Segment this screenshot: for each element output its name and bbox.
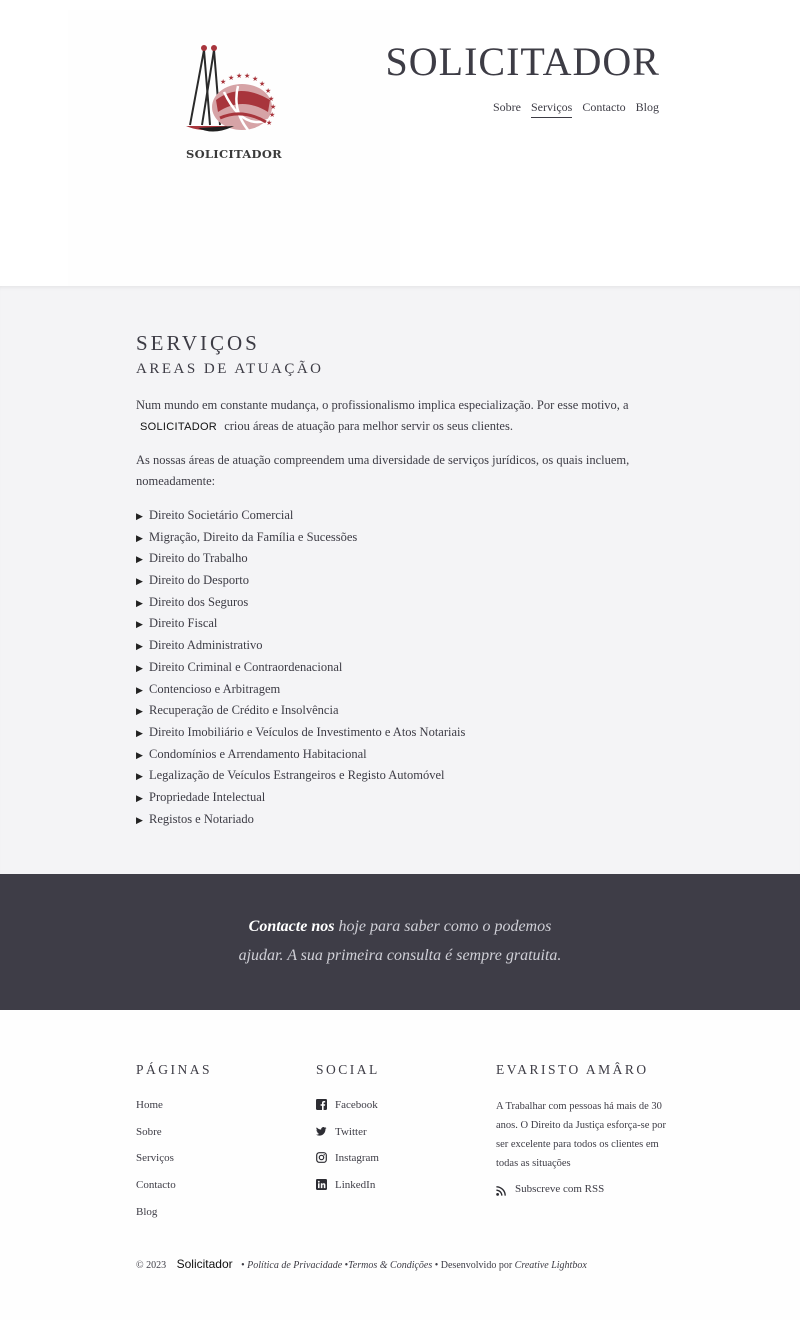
- svg-text:★: ★: [220, 78, 227, 86]
- intro2-paragraph: As nossas áreas de atuação compreendem uma diversidade de serviços jurídicos, os quais incluem, nomeadamente:: [136, 453, 630, 488]
- footer-social-title: SOCIAL: [316, 1062, 380, 1077]
- nav-link-blog[interactable]: Blog: [635, 100, 659, 114]
- separator: •: [344, 1260, 349, 1271]
- area-label: Direito Imobiliário e Veículos de Investimento e Atos Notariais: [149, 724, 466, 739]
- list-item: [136, 679, 465, 701]
- area-label: Direito Societário Comercial: [149, 508, 294, 522]
- social-link-twitter[interactable]: [316, 1124, 476, 1151]
- terms-link[interactable]: Termos & Condições: [348, 1260, 433, 1271]
- developed-by-text: Desenvolvido por: [440, 1260, 513, 1271]
- developer-link[interactable]: Creative Lightbox: [514, 1260, 587, 1271]
- rss-icon: [496, 1186, 506, 1196]
- list-item: [136, 570, 465, 592]
- area-label: Direito do Trabalho: [149, 551, 248, 566]
- bullet-triangle-icon: ▶: [136, 597, 143, 608]
- separator: •: [434, 1260, 439, 1271]
- svg-text:★: ★: [266, 119, 273, 127]
- footer-social-column: [316, 1062, 476, 1204]
- linkedin-icon: [316, 1179, 327, 1190]
- logo-text: SOLICITADOR: [185, 147, 283, 161]
- intro-text-after: criou áreas de atuação para melhor servir os seus clientes.: [224, 419, 513, 433]
- privacy-policy-link[interactable]: Política de Privacidade: [247, 1260, 343, 1271]
- nav-link-sobre[interactable]: Sobre: [493, 100, 521, 114]
- rss-subscribe-link[interactable]: [496, 1183, 666, 1196]
- site-header: [0, 0, 800, 286]
- main-nav: [493, 100, 659, 118]
- list-item: [136, 809, 465, 831]
- copyright-year: © 2023: [136, 1260, 167, 1271]
- social-link-facebook[interactable]: [316, 1097, 476, 1124]
- services-section: [0, 286, 800, 874]
- bullet-triangle-icon: ▶: [136, 749, 143, 760]
- svg-text:★: ★: [236, 72, 243, 80]
- list-item: [136, 765, 465, 787]
- footer-link-blog[interactable]: Blog: [136, 1205, 158, 1218]
- area-label: Direito do Desporto: [149, 573, 249, 588]
- bullet-triangle-icon: ▶: [136, 619, 143, 630]
- list-item: [136, 700, 465, 722]
- twitter-icon: [316, 1126, 327, 1137]
- list-item: [136, 635, 465, 657]
- social-label: Twitter: [335, 1125, 367, 1138]
- separator: •: [241, 1260, 245, 1271]
- contact-link[interactable]: Contacte nos: [248, 918, 335, 935]
- svg-text:★: ★: [252, 75, 259, 83]
- bullet-triangle-icon: ▶: [136, 814, 143, 825]
- logo-icon[interactable]: [180, 40, 285, 140]
- cta-text: [0, 912, 800, 970]
- intro-text-before: Num mundo em constante mudança, o profissionalismo implica especialização. Por esse motivo, a: [136, 398, 629, 412]
- site-footer: [0, 1010, 800, 1320]
- page-title: SERVIÇOS: [136, 331, 260, 355]
- bullet-triangle-icon: ▶: [136, 641, 143, 652]
- nav-link-contacto[interactable]: Contacto: [582, 100, 626, 114]
- area-label: Direito Fiscal: [149, 616, 218, 631]
- instagram-icon: [316, 1152, 327, 1163]
- footer-pages-title: PÁGINAS: [136, 1062, 213, 1077]
- bullet-triangle-icon: ▶: [136, 662, 143, 673]
- footer-about-title: EVARISTO AMÂRO: [496, 1062, 649, 1077]
- practice-areas-list: [136, 505, 465, 830]
- social-link-instagram[interactable]: [316, 1150, 476, 1177]
- bullet-triangle-icon: ▶: [136, 511, 143, 521]
- nav-link-servicos[interactable]: Serviços: [531, 100, 572, 118]
- area-label: Propriedade Intelectual: [149, 789, 266, 804]
- list-item: [136, 787, 465, 809]
- list-item: [136, 744, 465, 766]
- bullet-triangle-icon: ▶: [136, 706, 143, 717]
- social-label: LinkedIn: [335, 1179, 376, 1192]
- svg-text:★: ★: [270, 103, 277, 111]
- svg-text:★: ★: [259, 80, 266, 88]
- intro-paragraph: [136, 395, 668, 438]
- list-item: [136, 657, 465, 679]
- cta-line1: hoje para saber como o podemos: [334, 918, 552, 935]
- list-item: [136, 527, 465, 549]
- svg-text:★: ★: [244, 72, 251, 80]
- area-label: Condomínios e Arrendamento Habitacional: [149, 746, 367, 761]
- list-item: [136, 548, 465, 570]
- svg-text:★: ★: [269, 111, 276, 119]
- bullet-triangle-icon: ▶: [136, 532, 143, 543]
- list-item: [136, 613, 465, 635]
- list-item: [136, 505, 465, 527]
- intro-brand: SOLICITADOR: [140, 421, 218, 433]
- bullet-triangle-icon: ▶: [136, 576, 143, 587]
- bullet-triangle-icon: ▶: [136, 727, 143, 738]
- site-title[interactable]: SOLICITADOR: [385, 39, 660, 84]
- footer-link-home[interactable]: Home: [136, 1099, 163, 1111]
- svg-text:★: ★: [228, 74, 235, 82]
- area-label: Migração, Direito da Família e Sucessões: [149, 529, 358, 544]
- page-subtitle: AREAS DE ATUAÇÃO: [136, 361, 324, 377]
- area-label: Registos e Notariado: [149, 811, 254, 826]
- copyright-brand: Solicitador: [176, 1257, 233, 1271]
- footer-pages-column: [136, 1062, 296, 1230]
- list-item: [136, 722, 465, 744]
- svg-text:★: ★: [265, 87, 272, 95]
- social-link-linkedin[interactable]: [316, 1177, 476, 1204]
- footer-link-servicos[interactable]: Serviços: [136, 1152, 174, 1165]
- footer-link-contacto[interactable]: Contacto: [136, 1179, 176, 1192]
- footer-about-column: [496, 1062, 666, 1196]
- area-label: Contencioso e Arbitragem: [149, 681, 281, 696]
- area-label: Direito Administrativo: [149, 638, 263, 653]
- area-label: Legalização de Veículos Estrangeiros e Registo Automóvel: [149, 768, 445, 783]
- area-label: Direito dos Seguros: [149, 594, 249, 609]
- area-label: Direito Criminal e Contraordenacional: [149, 659, 343, 674]
- contact-cta-banner: [0, 874, 800, 1010]
- list-item: [136, 592, 465, 614]
- svg-text:★: ★: [268, 95, 275, 103]
- footer-about-text: A Trabalhar com pessoas há mais de 30 anos. O Direito da Justiça esforça-se por ser excelente para todos os clientes em todas as situações: [496, 1101, 666, 1169]
- rss-label: Subscreve com RSS: [515, 1183, 605, 1195]
- footer-link-sobre[interactable]: Sobre: [136, 1125, 162, 1138]
- bullet-triangle-icon: ▶: [136, 792, 143, 803]
- bullet-triangle-icon: ▶: [136, 684, 143, 695]
- copyright-line: [136, 1257, 587, 1271]
- social-label: Instagram: [335, 1152, 379, 1165]
- cta-line2: ajudar. A sua primeira consulta é sempre gratuita.: [238, 947, 562, 964]
- area-label: Recuperação de Crédito e Insolvência: [149, 703, 339, 718]
- facebook-icon: [316, 1099, 327, 1110]
- bullet-triangle-icon: ▶: [136, 554, 143, 565]
- social-label: Facebook: [335, 1099, 378, 1111]
- bullet-triangle-icon: ▶: [136, 771, 143, 782]
